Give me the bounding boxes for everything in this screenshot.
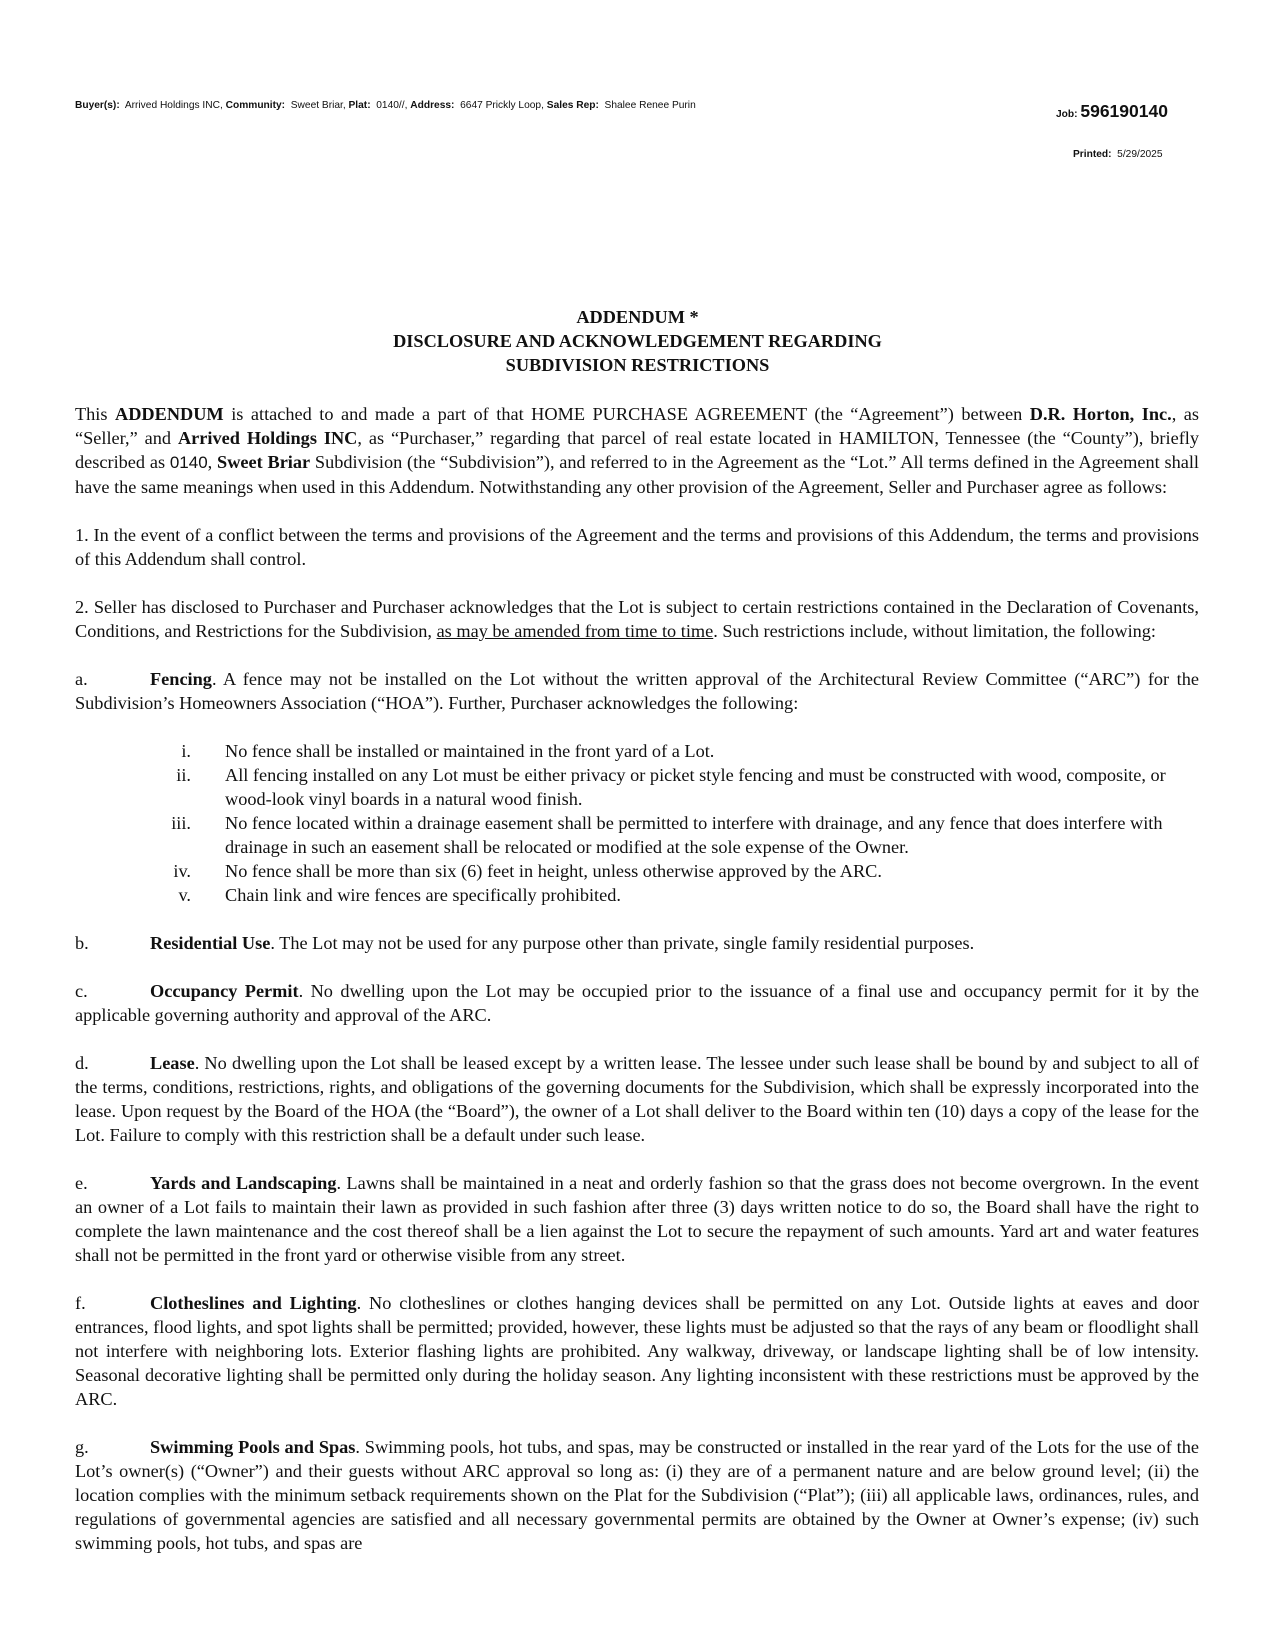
intro-text-6: Subdivision (the “Subdivision”), and referred to in the Agreement as the “Lot.” All terms defined in the Agreement shall have the same meanings when used in this Addendum. Notwithstanding any other provision of the Agreement, Seller and Purchaser agree as follows: (75, 452, 1200, 497)
printed-label: Printed: (1073, 149, 1112, 160)
sales-rep-value: Shalee Renee Purin (604, 100, 696, 111)
section-letter: b. (75, 933, 89, 953)
list-item-text: Chain link and wire fences are specifically prohibited. (225, 885, 621, 905)
section-letter: g. (75, 1437, 89, 1457)
buyers-label: Buyer(s): (75, 100, 120, 111)
section-heading: Fencing (150, 669, 212, 689)
section-text: . A fence may not be installed on the Lot without the written approval of the Architectural Review Committee (“ARC”) for the Subdivision’s Homeowners Association (“HOA”). Further, Purchaser acknowledges the following: (75, 669, 1199, 713)
list-item (75, 739, 1199, 763)
list-item-number: i. (181, 741, 191, 761)
section-c-occupancy-permit (75, 979, 1199, 1027)
printed-date (1073, 149, 1163, 160)
address-label: Address: (410, 100, 455, 111)
intro-text-1: This (75, 404, 116, 424)
intro-text-3: , as “Seller,” and (75, 404, 1200, 448)
job-value: 596190140 (1080, 101, 1168, 121)
paragraph-2-text-1: 2. Seller has disclosed to Purchaser and Purchaser acknowledges that the Lot is subject to certain restrictions contained in the Declaration of Covenants, Conditions, and Restrictions for the Subdivision, (75, 597, 1199, 641)
section-e-yards-landscaping (75, 1171, 1199, 1267)
section-heading: Swimming Pools and Spas (150, 1437, 356, 1457)
list-item-number: iv. (173, 861, 191, 881)
section-heading: Occupancy Permit (150, 981, 299, 1001)
document-body (75, 402, 1199, 1555)
section-heading: Lease (150, 1053, 195, 1073)
list-item-text: No fence shall be installed or maintained in the front yard of a Lot. (225, 741, 715, 761)
intro-purchaser-name: Arrived Holdings INC (177, 428, 358, 448)
list-item-text: No fence located within a drainage easement shall be permitted to interfere with drainage, and any fence that does interfere with drainage in such an easement shall be relocated or modified at the sole expense of the Owner. (225, 813, 1163, 857)
title-line-3: SUBDIVISION RESTRICTIONS (505, 355, 770, 375)
intro-lot-number: 0140 (169, 453, 208, 472)
section-a-fencing (75, 667, 1199, 715)
plat-value: 0140//, (376, 100, 408, 111)
job-label: Job: (1056, 109, 1078, 120)
list-item-text: No fence shall be more than six (6) feet in height, unless otherwise approved by the ARC. (225, 861, 882, 881)
intro-seller-name: D.R. Horton, Inc. (1029, 404, 1172, 424)
paragraph-2 (75, 595, 1199, 643)
plat-label: Plat: (348, 100, 371, 111)
section-letter: d. (75, 1053, 89, 1073)
fencing-list (75, 739, 1199, 907)
intro-addendum-bold: ADDENDUM (115, 404, 224, 424)
list-item-number: v. (178, 885, 191, 905)
intro-text-2: is attached to and made a part of that HOME PURCHASE AGREEMENT (the “Agreement”) between (223, 404, 1030, 424)
section-g-swimming-pools (75, 1435, 1199, 1555)
section-letter: e. (75, 1173, 88, 1193)
section-b-residential-use (75, 931, 1199, 955)
buyers-value: Arrived Holdings INC, (124, 100, 223, 111)
document-title (0, 305, 1275, 377)
intro-text-4: , as “Purchaser,” regarding that parcel of real estate located in HAMILTON, Tennessee (the “County”), briefly described as (75, 428, 1200, 472)
printed-value: 5/29/2025 (1117, 149, 1163, 160)
section-text: . No clotheslines or clothes hanging devices shall be permitted on any Lot. Outside lights at eaves and door entrances, flood lights, and spot lights shall be permitted; provided, however, these lights must be adjusted so that the rays of any beam or floodlight shall not interfere with neighboring lots. Exterior flashing lights are prohibited. Any walkway, driveway, or landscape lighting shall be of low intensity. Seasonal decorative lighting shall be permitted only during the holiday season. Any lighting inconsistent with these restrictions must be approved by the ARC. (75, 1293, 1199, 1409)
header-line (75, 100, 696, 111)
section-text: . Swimming pools, hot tubs, and spas, may be constructed or installed in the rear yard of the Lots for the use of the Lot’s owner(s) (“Owner”) and their guests without ARC approval so long as: (i) they are of a permanent nature and are below ground level; (ii) the location complies with the minimum setback requirements shown on the Plat for the Subdivision (“Plat”); (iii) all applicable laws, ordinances, rules, and regulations of governmental agencies are satisfied and all necessary governmental permits are obtained by the Owner at Owner’s expense; (iv) such swimming pools, hot tubs, and spas are (75, 1437, 1199, 1553)
list-item-number: ii. (176, 765, 191, 785)
list-item (75, 811, 1199, 859)
title-line-2: DISCLOSURE AND ACKNOWLEDGEMENT REGARDING (393, 331, 882, 351)
section-text: . Lawns shall be maintained in a neat and orderly fashion so that the grass does not become overgrown. In the event an owner of a Lot fails to maintain their lawn as provided in such fashion after three (3) days written notice to do so, the Board shall have the right to complete the lawn maintenance and the cost thereof shall be a lien against the Lot to secure the repayment of such amounts. Yard art and water features shall not be permitted in the front yard or otherwise visible from any street. (75, 1173, 1199, 1265)
title-line-1: ADDENDUM * (576, 307, 699, 327)
intro-paragraph (75, 402, 1199, 499)
paragraph-2-underlined: as may be amended from time to time (436, 621, 714, 641)
sales-rep-label: Sales Rep: (546, 100, 599, 111)
list-item (75, 883, 1199, 907)
section-heading: Clotheslines and Lighting (150, 1293, 357, 1313)
list-item (75, 859, 1199, 883)
intro-subdivision-name: Sweet Briar (217, 452, 311, 472)
list-item-text: All fencing installed on any Lot must be either privacy or picket style fencing and must be constructed with wood, composite, or wood-look vinyl boards in a natural wood finish. (225, 765, 1166, 809)
section-letter: a. (75, 669, 88, 689)
intro-text-5: , (207, 452, 218, 472)
community-value: Sweet Briar, (290, 100, 346, 111)
section-letter: c. (75, 981, 88, 1001)
section-heading: Yards and Landscaping (150, 1173, 337, 1193)
community-label: Community: (225, 100, 286, 111)
section-text: . No dwelling upon the Lot may be occupied prior to the issuance of a final use and occupancy permit for it by the applicable governing authority and approval of the ARC. (75, 981, 1199, 1025)
section-f-clotheslines-lighting (75, 1291, 1199, 1411)
section-text: . No dwelling upon the Lot shall be leased except by a written lease. The lessee under such lease shall be bound by and subject to all of the terms, conditions, restrictions, rights, and obligations of the governing documents for the Subdivision, which shall be expressly incorporated into the lease. Upon request by the Board of the HOA (the “Board”), the owner of a Lot shall deliver to the Board within ten (10) days a copy of the lease for the Lot. Failure to comply with this restriction shall be a default under such lease. (75, 1053, 1199, 1145)
section-d-lease (75, 1051, 1199, 1147)
list-item (75, 763, 1199, 811)
section-text: . The Lot may not be used for any purpose other than private, single family residential purposes. (270, 933, 975, 953)
job-number (1056, 101, 1168, 122)
section-heading: Residential Use (150, 933, 271, 953)
paragraph-2-text-2: . Such restrictions include, without limitation, the following: (713, 621, 1157, 641)
paragraph-1: 1. In the event of a conflict between the terms and provisions of the Agreement and the terms and provisions of this Addendum, the terms and provisions of this Addendum shall control. (75, 525, 1199, 569)
address-value: 6647 Prickly Loop, (460, 100, 544, 111)
list-item-number: iii. (171, 813, 191, 833)
section-letter: f. (75, 1293, 86, 1313)
